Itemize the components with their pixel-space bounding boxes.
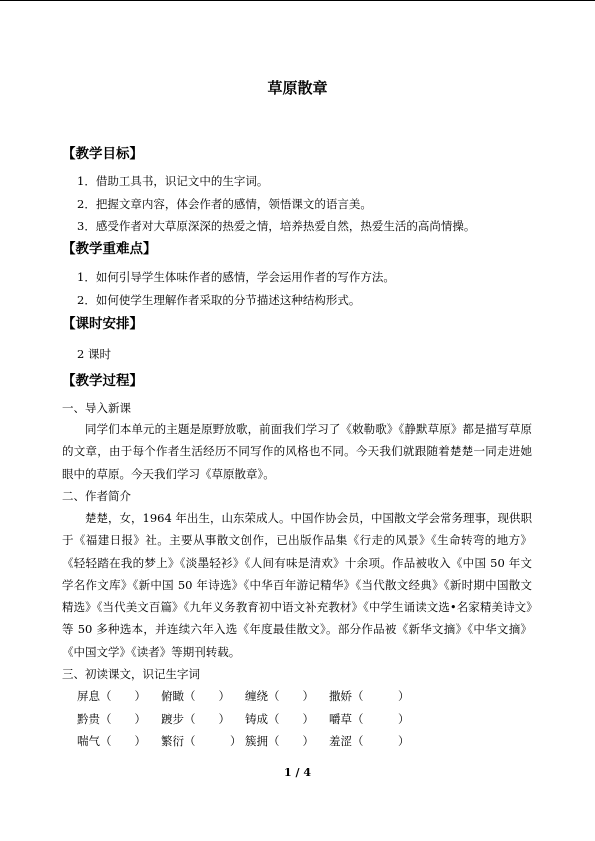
vocab-word: 黔贵（ ） bbox=[77, 712, 146, 726]
page-title: 草原散章 bbox=[267, 79, 328, 97]
goal-item: 1．借助工具书，识记文中的生字词。 bbox=[77, 174, 269, 188]
vocab-word: 繁衍（ ） bbox=[161, 734, 242, 748]
keypoint-item: 2．如何使学生理解作者采取的分节描述这种结构形式。 bbox=[77, 293, 361, 307]
goal-item: 3．感受作者对大草原深深的热爱之情，培养热爱自然，热爱生活的高尚情操。 bbox=[77, 219, 476, 233]
section-heading-keypoints: 【教学重难点】 bbox=[62, 241, 157, 257]
process-part2-heading: 二、作者简介 bbox=[62, 489, 131, 503]
section-heading-schedule: 【课时安排】 bbox=[62, 316, 143, 332]
author-bio-text: 楚楚，女，1964 年出生，山东荣成人。中国作协会员，中国散文学会常务理事，现供职于《福建日报》社。主要从事散文创作，已出版作品集《行走的风景》《生命转弯的地方》《轻轻踏在我的梦上》《淡墨轻衫》《人间有味是清欢》十余项。作品被收入《中国 50 年文学名作文库》《新中国 50 年诗选》《中华百年游记精华》《当代散文经典》《新时期中国散文精选》《当代美文百篇》《九年义务教育初中语文补充教材》《中学生诵读文选•名家精美诗文》等 50 多种选本，并连续六年入选《年度最佳散文》。部分作品被《新华文摘》《中华文摘》《中国文学》《读者》等期刊转载。 bbox=[62, 511, 532, 659]
vocab-row bbox=[77, 688, 419, 704]
vocab-word: 缠绕（ ） bbox=[245, 689, 314, 703]
vocab-word: 喘气（ ） bbox=[77, 734, 146, 748]
vocab-row bbox=[77, 711, 419, 727]
process-part1-text: 同学们本单元的主题是原野放歌，前面我们学习了《敕勒歌》《静默草原》都是描写草原的文章，由于每个作者生活经历不同写作的风格也不同。今天我们就跟随着楚楚一同走进她眼中的草原。今天我们学习《草原散章》。 bbox=[62, 422, 532, 481]
vocab-word: 簇拥（ ） bbox=[245, 734, 314, 748]
vocab-word: 俯瞰（ ） bbox=[161, 689, 230, 703]
vocab-row bbox=[77, 733, 419, 749]
process-part1-heading: 一、导入新课 bbox=[62, 401, 131, 415]
page-number: 1 / 4 bbox=[284, 766, 311, 779]
vocab-word: 撒娇（ ） bbox=[329, 689, 410, 703]
header-rule bbox=[0, 0, 595, 1]
vocab-word: 踱步（ ） bbox=[161, 712, 230, 726]
section-heading-goals: 【教学目标】 bbox=[62, 146, 143, 162]
process-part3-heading: 三、初读课文，识记生字词 bbox=[62, 667, 200, 681]
vocab-word: 羞涩（ ） bbox=[329, 734, 410, 748]
schedule-text: 2 课时 bbox=[77, 347, 111, 361]
vocab-word: 屏息（ ） bbox=[77, 689, 146, 703]
keypoint-item: 1．如何引导学生体味作者的感情，学会运用作者的写作方法。 bbox=[77, 270, 395, 284]
goal-item: 2．把握文章内容，体会作者的感情，领悟课文的语言美。 bbox=[77, 197, 372, 211]
section-heading-process: 【教学过程】 bbox=[62, 373, 143, 389]
vocab-word: 铸成（ ） bbox=[245, 712, 314, 726]
vocab-word: 嚼草（ ） bbox=[329, 712, 410, 726]
